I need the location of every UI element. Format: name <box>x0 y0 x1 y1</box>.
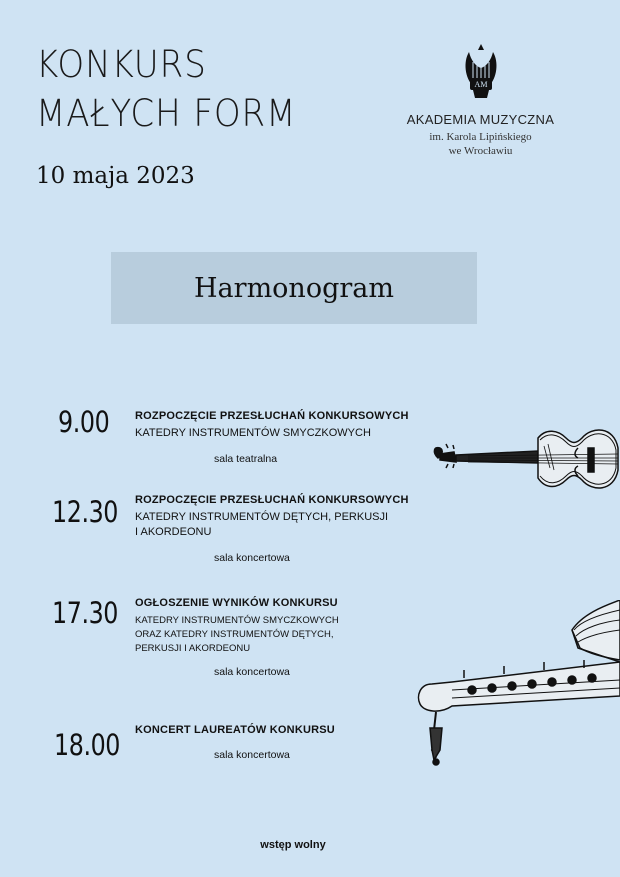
violin-icon <box>428 418 620 498</box>
banner-label: Harmonogram <box>194 272 394 304</box>
event-title <box>36 40 296 138</box>
event-desc-3c: PERKUSJI I AKORDEONU <box>135 643 251 654</box>
event-date: 10 maja 2023 <box>36 163 195 189</box>
lyre-icon <box>461 42 501 102</box>
academy-patron: im. Karola Lipińskiego <box>429 131 532 143</box>
time-3: 17.30 <box>52 596 119 630</box>
saxophone-icon <box>412 600 620 770</box>
time-1: 9.00 <box>58 405 110 439</box>
event-desc-3a: KATEDRY INSTRUMENTÓW SMYCZKOWYCH <box>135 615 339 626</box>
time-4: 18.00 <box>54 728 121 762</box>
time-2: 12.30 <box>52 495 119 529</box>
event-desc-3b: ORAZ KATEDRY INSTRUMENTÓW DĘTYCH, <box>135 629 334 640</box>
event-title-4: KONCERT LAUREATÓW KONKURSU <box>135 724 335 736</box>
academy-city: we Wrocławiu <box>448 145 513 157</box>
event-title-1: ROZPOCZĘCIE PRZESŁUCHAŃ KONKURSOWYCH <box>135 410 409 422</box>
event-desc-2a: KATEDRY INSTRUMENTÓW DĘTYCH, PERKUSJI <box>135 511 389 523</box>
event-desc-2b: I AKORDEONU <box>135 526 212 538</box>
room-4: sala koncertowa <box>214 749 290 761</box>
room-1: sala teatralna <box>214 453 278 465</box>
academy-name: AKADEMIA MUZYCZNA <box>406 112 555 127</box>
event-title-3: OGŁOSZENIE WYNIKÓW KONKURSU <box>135 597 338 609</box>
room-3: sala koncertowa <box>214 666 290 678</box>
event-title-2: ROZPOCZĘCIE PRZESŁUCHAŃ KONKURSOWYCH <box>135 494 409 506</box>
academy-logo <box>398 42 563 158</box>
admission-note: wstęp wolny <box>260 839 326 851</box>
event-desc-1: KATEDRY INSTRUMENTÓW SMYCZKOWYCH <box>135 427 371 439</box>
svg-text:AM: AM <box>474 80 487 89</box>
title-line-1: KONKURS <box>36 43 207 86</box>
title-line-2: MAŁYCH FORM <box>36 92 297 135</box>
schedule-banner <box>111 252 477 324</box>
room-2: sala koncertowa <box>214 552 290 564</box>
